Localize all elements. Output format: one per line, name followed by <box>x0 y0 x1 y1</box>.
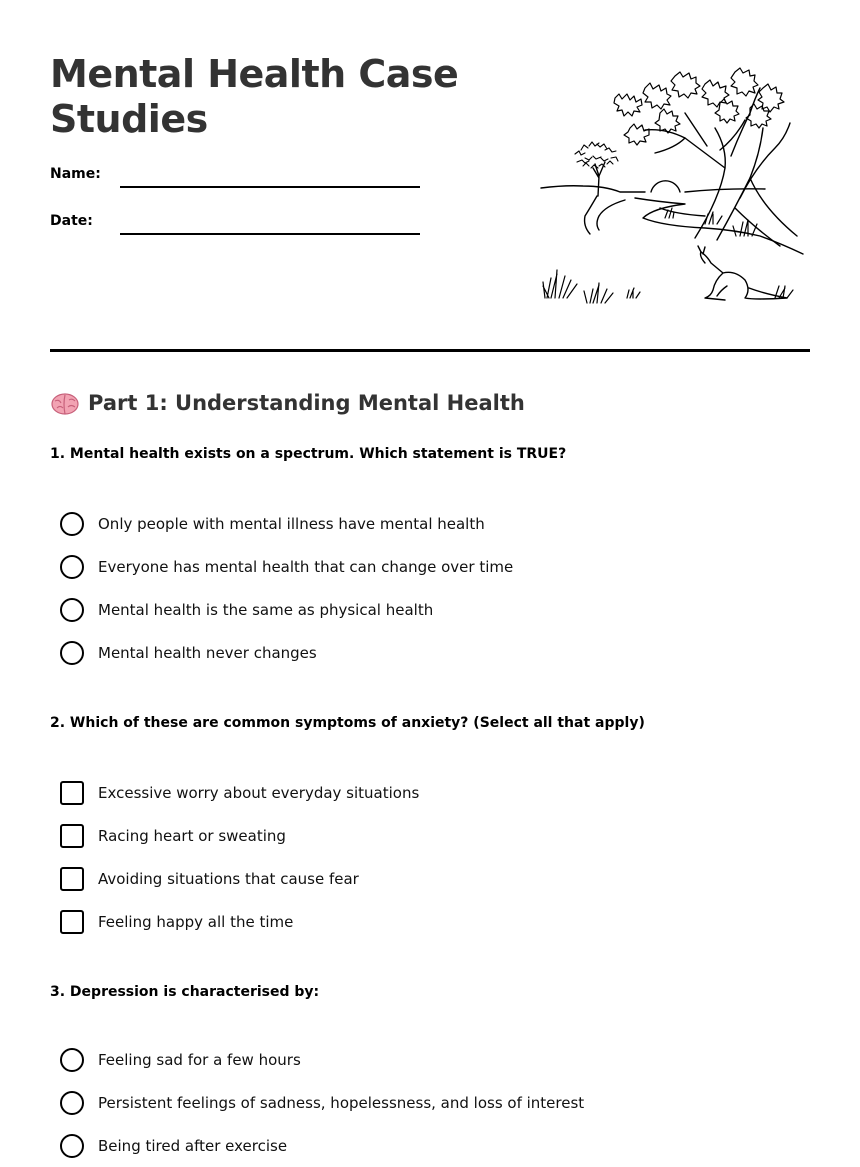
radio-button[interactable] <box>60 1048 84 1072</box>
option-label: Mental health never changes <box>98 643 317 662</box>
question-3: 3. Depression is characterised by: <box>50 984 320 1000</box>
list-item[interactable] <box>60 857 419 900</box>
question-3-options <box>60 1038 584 1167</box>
question-1: 1. Mental health exists on a spectrum. Which statement is TRUE? <box>50 446 567 462</box>
list-item[interactable] <box>60 1038 584 1081</box>
question-2-options <box>60 771 419 943</box>
option-label: Everyone has mental health that can change over time <box>98 557 514 576</box>
checkbox[interactable] <box>60 910 84 934</box>
section-heading <box>50 388 525 418</box>
date-field[interactable] <box>120 233 420 235</box>
option-label: Avoiding situations that cause fear <box>98 869 359 888</box>
radio-button[interactable] <box>60 555 84 579</box>
question-2: 2. Which of these are common symptoms of anxiety? (Select all that apply) <box>50 715 645 731</box>
radio-button[interactable] <box>60 1091 84 1115</box>
list-item[interactable] <box>60 900 419 943</box>
section-heading-text: Part 1: Understanding Mental Health <box>88 391 525 415</box>
title-line-2: Studies <box>50 97 208 141</box>
list-item[interactable] <box>60 631 513 674</box>
option-label: Racing heart or sweating <box>98 826 286 845</box>
question-1-options <box>60 502 513 674</box>
option-label: Persistent feelings of sadness, hopelessness, and loss of interest <box>98 1093 585 1112</box>
name-field[interactable] <box>120 186 420 188</box>
option-label: Feeling sad for a few hours <box>98 1050 301 1069</box>
option-label: Excessive worry about everyday situations <box>98 783 420 802</box>
option-label: Feeling happy all the time <box>98 912 294 931</box>
radio-button[interactable] <box>60 512 84 536</box>
option-label: Mental health is the same as physical health <box>98 600 434 619</box>
page-title <box>50 52 458 142</box>
checkbox[interactable] <box>60 824 84 848</box>
option-label: Only people with mental illness have mental health <box>98 514 485 533</box>
checkbox[interactable] <box>60 867 84 891</box>
list-item[interactable] <box>60 545 513 588</box>
list-item[interactable] <box>60 588 513 631</box>
date-label: Date: <box>50 213 93 229</box>
list-item[interactable] <box>60 771 419 814</box>
radio-button[interactable] <box>60 598 84 622</box>
radio-button[interactable] <box>60 1134 84 1158</box>
option-label: Being tired after exercise <box>98 1136 288 1155</box>
name-label: Name: <box>50 166 101 182</box>
checkbox[interactable] <box>60 781 84 805</box>
outback-landscape-illustration <box>535 58 810 313</box>
brain-icon <box>50 388 80 418</box>
list-item[interactable] <box>60 1081 584 1124</box>
title-line-1: Mental Health Case <box>50 52 459 96</box>
list-item[interactable] <box>60 814 419 857</box>
list-item[interactable] <box>60 502 513 545</box>
radio-button[interactable] <box>60 641 84 665</box>
section-divider <box>50 349 810 352</box>
